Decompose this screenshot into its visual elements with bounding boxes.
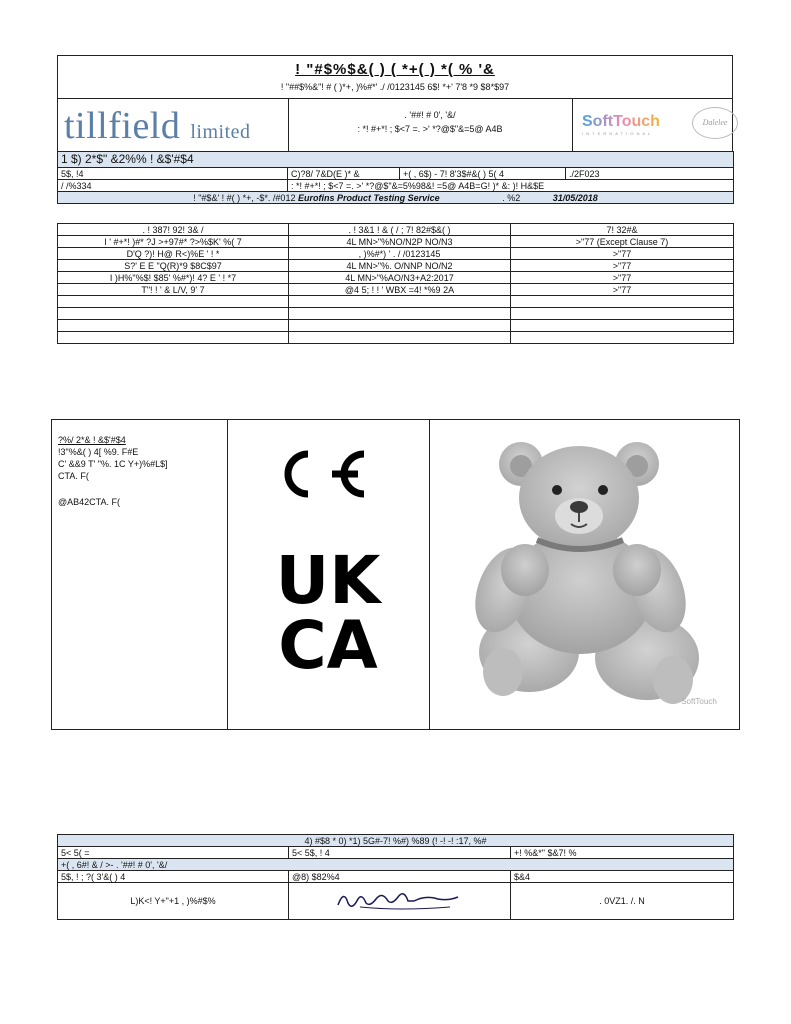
table-row [58,308,734,320]
company-name: tillfield [64,105,181,147]
info-cell: : *! #+*! ; $<7 =. >' *?@$"&=5%98&! =5@ A4B=G! )* &: )! H&$E [288,180,734,192]
signoff-cell: 5$, ! ; ?( 3'&( ) 4 [58,871,289,883]
signatory-name: L)K<! Y+"+1 , )%#$% [58,883,289,920]
test-result: >"77 [511,260,734,272]
signoff-section: +( , 6#! & / >- . '##! # 0', '&/ [58,859,734,871]
signature-icon [330,885,470,915]
empty-cell [511,332,734,344]
signoff-cell: $&4 [511,871,734,883]
image-watermark: SoftTouch [681,697,717,706]
section-title: 1 $) 2*$" &2%% ! &$'#$4 [58,152,734,168]
test-name: I ' #+*! )#* ?J >+97#* ?>%$K' %( 7 [58,236,289,248]
info-cell: ./2F023 [566,168,734,180]
test-results-table [57,223,734,344]
test-name: D'Q ?)! H@ R<)%E ' ! * [58,248,289,260]
test-standard: 4L MN>"%AO/N3+A2:2017 [289,272,511,284]
ukca-mark-line-2: CA [278,607,378,684]
lab-header-row [58,192,734,204]
empty-cell [511,308,734,320]
info-row [58,168,734,180]
test-standard: 4L MN>"%. O/NNP NO/N2 [289,260,511,272]
test-standard: , )%#*) ' . / /0123145 [289,248,511,260]
product-photo [429,420,739,729]
signature-cell [289,883,511,920]
test-standard: 4L MN>"%NO/N2P NO/N3 [289,236,511,248]
test-name: S?' E E "Q(R)*9 $8C$97 [58,260,289,272]
test-result: >"77 [511,284,734,296]
signoff-cell: @8) $82%4 [289,871,511,883]
marking-line: !3"%&( ) 4[ %9. F#E [58,447,139,457]
soft-touch-tagline: I N T E R N A T I O N A L [582,131,652,136]
marking-line: @AB42CTA. F( [58,497,120,507]
signoff-title-row [58,835,734,847]
info-row [58,180,734,192]
column-header: . ! 3&1 ! & ( / ; 7! 82#$&( ) [289,224,511,236]
table-row [58,847,734,859]
table-row [58,236,734,248]
report-date: 31/05/2018 [552,192,598,203]
report-header [57,55,733,99]
signoff-section-row [58,859,734,871]
product-info-table [57,151,734,204]
company-suffix: limited [190,121,251,143]
signoff-title: 4) #$8 * 0) *1) 5G#-7! %#) %89 (! -! -! :17, %# [58,835,734,847]
marking-line: C' &&9 T' "%. 1C Y+)%#L$] [58,459,168,469]
dalelee-logo: Dalelee [692,107,738,139]
test-result: >"77 [511,248,734,260]
empty-cell [289,332,511,344]
table-row [58,272,734,284]
signoff-table [57,834,734,920]
table-row [58,248,734,260]
brand-logos [572,99,732,151]
address-line-2: : *! #+*! ; $<7 =. >' *?@$"&=5@ A4B [357,124,503,134]
lab-label: ! "#$&' ! #( ) *+, -$*. /#012 [193,192,296,203]
report-title: ! "#$%$&( ) ( *+( ) *( % '& [295,61,495,78]
test-standard: @4 5; ! ! ' WBX =4! *%9 2A [289,284,511,296]
table-row [58,883,734,920]
empty-cell [289,320,511,332]
column-header: 7! 32#& [511,224,734,236]
ce-ukca-marks [228,420,429,729]
marking-line: CTA. F( [58,471,89,481]
date-label: . %2 [502,192,521,203]
empty-cell [511,296,734,308]
empty-cell [289,296,511,308]
test-name: I )H%"%$! $85' %#*)! 4? E ' ! *7 [58,272,289,284]
info-cell: C)?8/ 7&D(E )* & [288,168,400,180]
marking-section [51,419,740,730]
lab-header-cell [58,192,734,204]
address-line-1: . '##! # 0', '&/ [404,110,456,120]
results-header-row [58,224,734,236]
lab-name: Eurofins Product Testing Service [297,192,440,203]
table-row [58,284,734,296]
test-name: T"! ! ' & L/V, 9' 7 [58,284,289,296]
empty-cell [58,332,289,344]
empty-cell [58,296,289,308]
conformity-marks [228,420,430,729]
signoff-date: . 0VZ1. /. N [511,883,734,920]
signoff-cell: 5< 5( = [58,847,289,859]
section-title-row [58,152,734,168]
table-row [58,320,734,332]
soft-touch-logo: SoftTouch I N T E R N A T I O N A L [582,113,660,136]
table-row [58,332,734,344]
info-cell: 5$, !4 [58,168,288,180]
table-row [58,296,734,308]
table-row [58,871,734,883]
company-address [288,99,573,151]
info-cell: +( , 6$) - 7! 8'3$#&( ) 5( 4 [400,168,566,180]
marking-text [52,420,228,729]
empty-cell [58,320,289,332]
tillfield-logo [58,99,289,151]
empty-cell [511,320,734,332]
empty-cell [289,308,511,320]
column-header: . ! 387! 92! 3& / [58,224,289,236]
info-cell: / /%334 [58,180,288,192]
report-subtitle: ! "##$%&"! # ( )*+, )%#*' ./ /0123145 6$! *+' 7'8 *9 $8*$97 [280,82,510,92]
table-row [58,260,734,272]
test-result: >"77 [511,272,734,284]
signoff-cell: 5< 5$, ! 4 [289,847,511,859]
ukca-mark-line-1: UK [275,542,381,619]
teddy-bear-image [429,420,739,729]
test-result: >"77 (Except Clause 7) [511,236,734,248]
logo-row [57,98,733,152]
ce-mark-icon [288,454,364,494]
marking-heading: ?%/ 2*& ! &$'#$4 [58,435,126,445]
empty-cell [58,308,289,320]
signoff-cell: +! %&*" $&7! % [511,847,734,859]
